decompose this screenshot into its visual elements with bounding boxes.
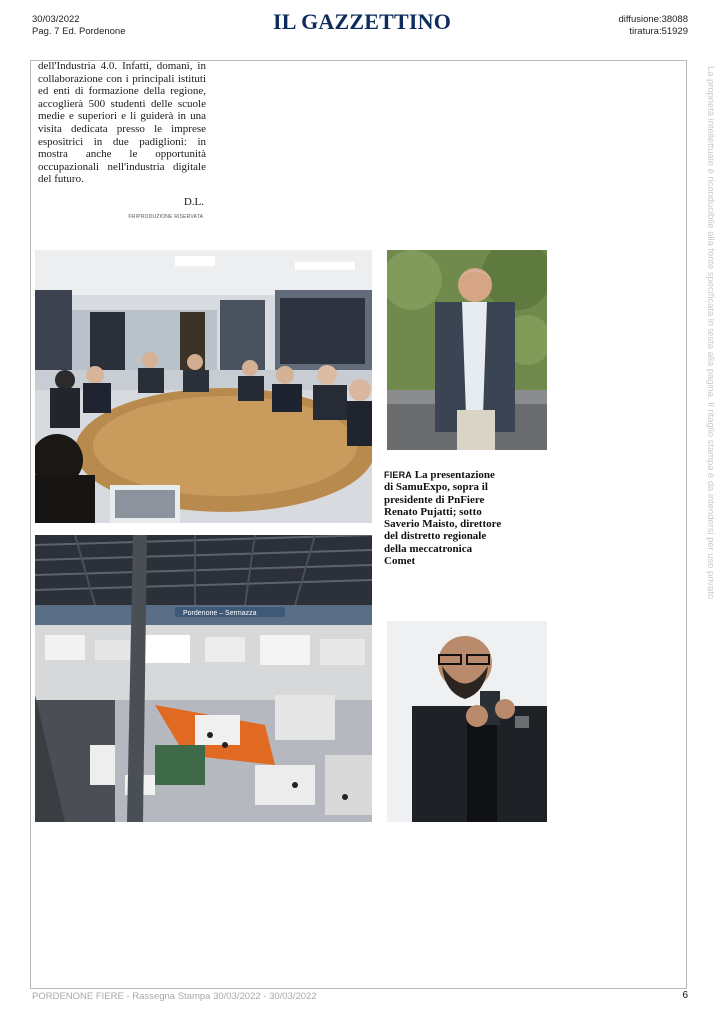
page-edition: Pag. 7 Ed. Pordenone [32, 26, 126, 37]
photo-meeting [35, 250, 372, 523]
photo-exhibition [35, 535, 372, 822]
caption-text: La presentazione di SamuExpo, sopra il presidente di PnFiere Renato Pujatti; sotto Saverio Maisto, direttore del distretto regionale della meccatronica Comet [384, 469, 502, 568]
caption-kicker: FIERA [384, 470, 412, 480]
hall-sign-text: Pordenone – Sermazza [183, 610, 257, 617]
issue-date: 30/03/2022 [32, 14, 80, 25]
copyright-side-note: La proprietà intellettuale è riconducibile alla fonte specificata in testa alla pagina. Il ritaglio stampa è da intendersi per uso privato [706, 66, 717, 600]
author-signature: D.L. [183, 196, 204, 208]
copyright-notice: ©RIPRODUZIONE RISERVATA [128, 214, 204, 220]
article-body [38, 60, 206, 186]
man-holding-phone-image [387, 621, 547, 822]
photo-portrait-bottom [387, 621, 547, 822]
circulation-meta [618, 14, 688, 38]
footer-source: PORDENONE FIERE - Rassegna Stampa 30/03/2022 - 30/03/2022 [32, 991, 317, 1002]
print-run-value: tiratura:51929 [629, 26, 688, 37]
circulation-value: diffusione:38088 [618, 14, 688, 25]
newspaper-masthead: IL GAZZETTINO [272, 9, 452, 34]
photo-caption [384, 469, 502, 567]
photo-portrait-top [387, 250, 547, 450]
man-in-blazer-image [387, 250, 547, 450]
exhibition-hall-image [35, 535, 372, 822]
article-text: dell'Industria 4.0. Infatti, domani, in collaborazione con i principali istituti ed enti di formazione della regione, accoglierà 500 studenti delle scuole medie e superiori e li guiderà in una visita dedicata presso le imprese espositrici in due padiglioni: in mostra anche le opportunità occupazionali nell'industria digitale del futuro. [38, 60, 206, 186]
meeting-room-image [35, 250, 372, 523]
footer-page-number: 6 [682, 990, 688, 1001]
